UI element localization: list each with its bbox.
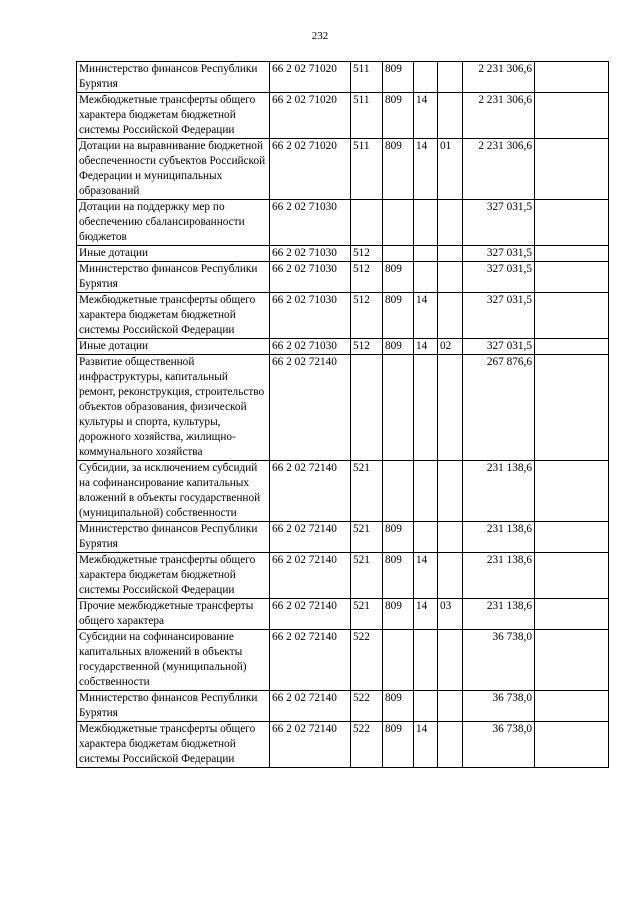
ministry-code-cell: 809 bbox=[383, 553, 414, 599]
empty-cell bbox=[535, 722, 609, 768]
empty-cell bbox=[535, 93, 609, 139]
table-row bbox=[77, 522, 609, 553]
amount-cell: 231 138,6 bbox=[463, 522, 535, 553]
row-name-cell: Межбюджетные трансферты общего характера бюджетам бюджетной системы Российской Федерации bbox=[77, 553, 270, 599]
subsection-code-cell: 01 bbox=[438, 139, 463, 200]
target-article-code-cell: 66 2 02 72140 bbox=[270, 355, 351, 461]
table-row bbox=[77, 293, 609, 339]
ministry-code-cell bbox=[383, 246, 414, 262]
amount-cell: 36 738,0 bbox=[463, 722, 535, 768]
empty-cell bbox=[535, 630, 609, 691]
subsection-code-cell: 02 bbox=[438, 339, 463, 355]
expense-type-code-cell: 512 bbox=[351, 339, 383, 355]
table-row bbox=[77, 339, 609, 355]
section-code-cell bbox=[414, 355, 438, 461]
ministry-code-cell: 809 bbox=[383, 339, 414, 355]
subsection-code-cell bbox=[438, 691, 463, 722]
amount-cell: 267 876,6 bbox=[463, 355, 535, 461]
table-row bbox=[77, 599, 609, 630]
amount-cell: 36 738,0 bbox=[463, 630, 535, 691]
section-code-cell: 14 bbox=[414, 293, 438, 339]
table-row bbox=[77, 630, 609, 691]
subsection-code-cell bbox=[438, 93, 463, 139]
empty-cell bbox=[535, 200, 609, 246]
table-row bbox=[77, 722, 609, 768]
empty-cell bbox=[535, 355, 609, 461]
amount-cell: 231 138,6 bbox=[463, 553, 535, 599]
expense-type-code-cell bbox=[351, 200, 383, 246]
ministry-code-cell bbox=[383, 200, 414, 246]
subsection-code-cell bbox=[438, 522, 463, 553]
section-code-cell: 14 bbox=[414, 599, 438, 630]
table-row bbox=[77, 553, 609, 599]
target-article-code-cell: 66 2 02 71030 bbox=[270, 246, 351, 262]
subsection-code-cell bbox=[438, 62, 463, 93]
amount-cell: 327 031,5 bbox=[463, 293, 535, 339]
row-name-cell: Министерство финансов Республики Бурятия bbox=[77, 522, 270, 553]
amount-cell: 2 231 306,6 bbox=[463, 62, 535, 93]
row-name-cell: Иные дотации bbox=[77, 246, 270, 262]
section-code-cell: 14 bbox=[414, 139, 438, 200]
subsection-code-cell bbox=[438, 722, 463, 768]
empty-cell bbox=[535, 553, 609, 599]
ministry-code-cell: 809 bbox=[383, 93, 414, 139]
section-code-cell bbox=[414, 200, 438, 246]
target-article-code-cell: 66 2 02 71030 bbox=[270, 339, 351, 355]
amount-cell: 327 031,5 bbox=[463, 262, 535, 293]
ministry-code-cell: 809 bbox=[383, 139, 414, 200]
target-article-code-cell: 66 2 02 72140 bbox=[270, 553, 351, 599]
expense-type-code-cell: 511 bbox=[351, 139, 383, 200]
ministry-code-cell: 809 bbox=[383, 691, 414, 722]
budget-table-body bbox=[77, 62, 609, 768]
empty-cell bbox=[535, 339, 609, 355]
subsection-code-cell bbox=[438, 355, 463, 461]
row-name-cell: Межбюджетные трансферты общего характера бюджетам бюджетной системы Российской Федерации bbox=[77, 293, 270, 339]
row-name-cell: Дотации на выравнивание бюджетной обеспеченности субъектов Российской Федерации и муниципальных образований bbox=[77, 139, 270, 200]
ministry-code-cell: 809 bbox=[383, 522, 414, 553]
table-row bbox=[77, 139, 609, 200]
table-row bbox=[77, 246, 609, 262]
row-name-cell: Дотации на поддержку мер по обеспечению сбалансированности бюджетов bbox=[77, 200, 270, 246]
empty-cell bbox=[535, 461, 609, 522]
empty-cell bbox=[535, 691, 609, 722]
expense-type-code-cell: 522 bbox=[351, 691, 383, 722]
empty-cell bbox=[535, 139, 609, 200]
target-article-code-cell: 66 2 02 72140 bbox=[270, 599, 351, 630]
subsection-code-cell bbox=[438, 553, 463, 599]
target-article-code-cell: 66 2 02 71020 bbox=[270, 139, 351, 200]
expense-type-code-cell bbox=[351, 355, 383, 461]
amount-cell: 327 031,5 bbox=[463, 246, 535, 262]
amount-cell: 327 031,5 bbox=[463, 200, 535, 246]
amount-cell: 231 138,6 bbox=[463, 599, 535, 630]
section-code-cell: 14 bbox=[414, 722, 438, 768]
empty-cell bbox=[535, 522, 609, 553]
expense-type-code-cell: 521 bbox=[351, 599, 383, 630]
section-code-cell bbox=[414, 262, 438, 293]
ministry-code-cell bbox=[383, 355, 414, 461]
expense-type-code-cell: 521 bbox=[351, 522, 383, 553]
subsection-code-cell: 03 bbox=[438, 599, 463, 630]
table-row bbox=[77, 691, 609, 722]
row-name-cell: Субсидии на софинансирование капитальных вложений в объекты государственной (муниципальной) собственности bbox=[77, 630, 270, 691]
row-name-cell: Субсидии, за исключением субсидий на софинансирование капитальных вложений в объекты государственной (муниципальной) собственности bbox=[77, 461, 270, 522]
expense-type-code-cell: 512 bbox=[351, 262, 383, 293]
amount-cell: 2 231 306,6 bbox=[463, 93, 535, 139]
target-article-code-cell: 66 2 02 72140 bbox=[270, 461, 351, 522]
expense-type-code-cell: 522 bbox=[351, 630, 383, 691]
row-name-cell: Иные дотации bbox=[77, 339, 270, 355]
target-article-code-cell: 66 2 02 71030 bbox=[270, 293, 351, 339]
row-name-cell: Министерство финансов Республики Бурятия bbox=[77, 691, 270, 722]
ministry-code-cell: 809 bbox=[383, 262, 414, 293]
table-row bbox=[77, 262, 609, 293]
empty-cell bbox=[535, 599, 609, 630]
table-row bbox=[77, 461, 609, 522]
section-code-cell bbox=[414, 461, 438, 522]
ministry-code-cell: 809 bbox=[383, 722, 414, 768]
table-row bbox=[77, 200, 609, 246]
amount-cell: 2 231 306,6 bbox=[463, 139, 535, 200]
ministry-code-cell bbox=[383, 630, 414, 691]
section-code-cell bbox=[414, 522, 438, 553]
expense-type-code-cell: 511 bbox=[351, 62, 383, 93]
subsection-code-cell bbox=[438, 461, 463, 522]
ministry-code-cell bbox=[383, 461, 414, 522]
section-code-cell: 14 bbox=[414, 93, 438, 139]
budget-table bbox=[76, 61, 609, 768]
row-name-cell: Прочие межбюджетные трансферты общего характера bbox=[77, 599, 270, 630]
target-article-code-cell: 66 2 02 71030 bbox=[270, 262, 351, 293]
row-name-cell: Министерство финансов Республики Бурятия bbox=[77, 262, 270, 293]
row-name-cell: Межбюджетные трансферты общего характера бюджетам бюджетной системы Российской Федерации bbox=[77, 93, 270, 139]
section-code-cell bbox=[414, 246, 438, 262]
subsection-code-cell bbox=[438, 293, 463, 339]
section-code-cell bbox=[414, 630, 438, 691]
table-row bbox=[77, 355, 609, 461]
target-article-code-cell: 66 2 02 72140 bbox=[270, 630, 351, 691]
expense-type-code-cell: 521 bbox=[351, 553, 383, 599]
empty-cell bbox=[535, 62, 609, 93]
target-article-code-cell: 66 2 02 71030 bbox=[270, 200, 351, 246]
empty-cell bbox=[535, 246, 609, 262]
table-row bbox=[77, 93, 609, 139]
row-name-cell: Развитие общественной инфраструктуры, капитальный ремонт, реконструкция, строительство объектов образования, физической культуры и спорта, культуры, дорожного хозяйства, жилищно-коммунального хозяйства bbox=[77, 355, 270, 461]
section-code-cell: 14 bbox=[414, 339, 438, 355]
row-name-cell: Министерство финансов Республики Бурятия bbox=[77, 62, 270, 93]
ministry-code-cell: 809 bbox=[383, 293, 414, 339]
expense-type-code-cell: 511 bbox=[351, 93, 383, 139]
expense-type-code-cell: 512 bbox=[351, 246, 383, 262]
page-number: 232 bbox=[311, 30, 329, 42]
expense-type-code-cell: 512 bbox=[351, 293, 383, 339]
target-article-code-cell: 66 2 02 72140 bbox=[270, 522, 351, 553]
subsection-code-cell bbox=[438, 262, 463, 293]
table-row bbox=[77, 62, 609, 93]
target-article-code-cell: 66 2 02 71020 bbox=[270, 93, 351, 139]
amount-cell: 36 738,0 bbox=[463, 691, 535, 722]
subsection-code-cell bbox=[438, 246, 463, 262]
amount-cell: 327 031,5 bbox=[463, 339, 535, 355]
subsection-code-cell bbox=[438, 630, 463, 691]
target-article-code-cell: 66 2 02 71020 bbox=[270, 62, 351, 93]
amount-cell: 231 138,6 bbox=[463, 461, 535, 522]
ministry-code-cell: 809 bbox=[383, 62, 414, 93]
empty-cell bbox=[535, 293, 609, 339]
subsection-code-cell bbox=[438, 200, 463, 246]
empty-cell bbox=[535, 262, 609, 293]
expense-type-code-cell: 521 bbox=[351, 461, 383, 522]
target-article-code-cell: 66 2 02 72140 bbox=[270, 722, 351, 768]
section-code-cell bbox=[414, 62, 438, 93]
expense-type-code-cell: 522 bbox=[351, 722, 383, 768]
section-code-cell: 14 bbox=[414, 553, 438, 599]
target-article-code-cell: 66 2 02 72140 bbox=[270, 691, 351, 722]
row-name-cell: Межбюджетные трансферты общего характера бюджетам бюджетной системы Российской Федерации bbox=[77, 722, 270, 768]
section-code-cell bbox=[414, 691, 438, 722]
ministry-code-cell: 809 bbox=[383, 599, 414, 630]
